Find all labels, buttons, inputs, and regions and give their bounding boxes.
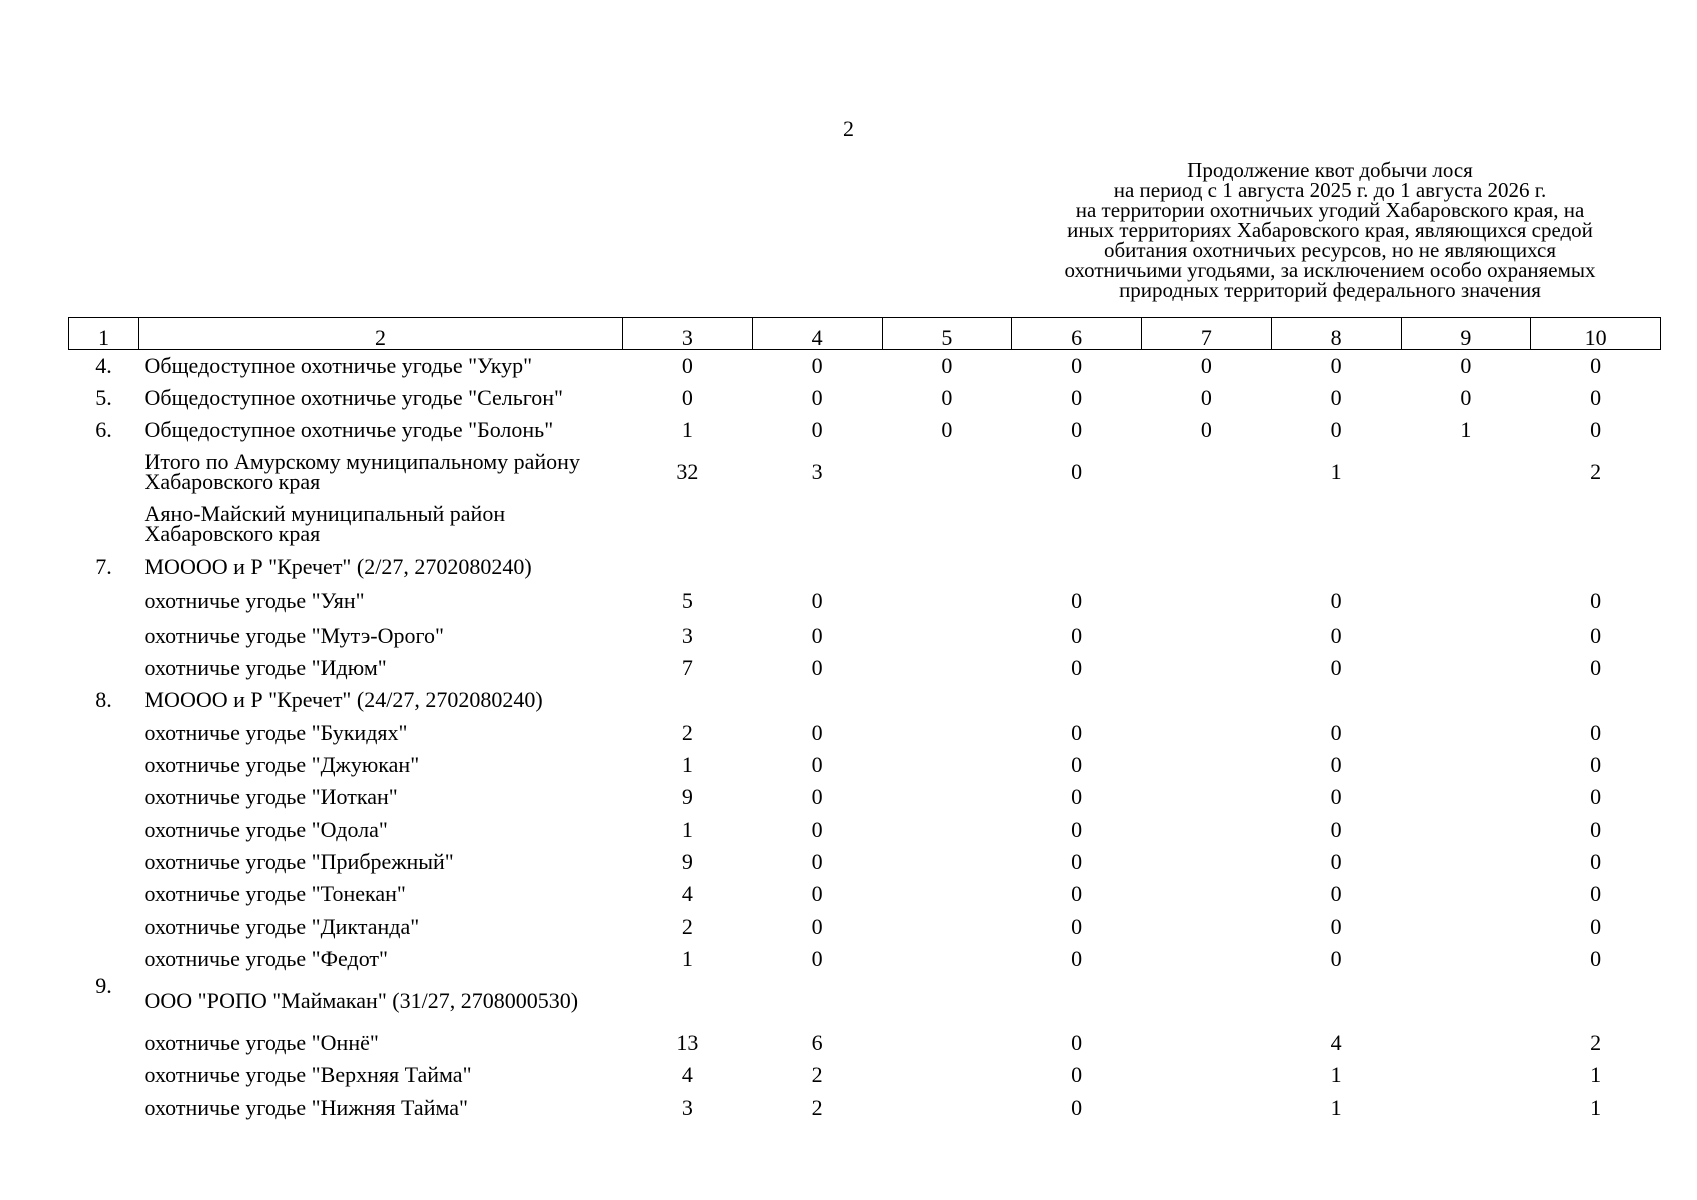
row-number: 5. (95, 384, 112, 410)
row-number (69, 781, 139, 813)
caption-line: Продолжение квот добычи лося (1187, 158, 1473, 182)
column-header: 10 (1531, 318, 1661, 350)
cell-col-3: 1 (681, 752, 693, 778)
table-row (69, 749, 1661, 781)
cell-col-9 (1401, 620, 1531, 652)
cell-col-8: 0 (1330, 784, 1342, 810)
table-body (69, 350, 1661, 1124)
cell-col-8: 1 (1330, 459, 1342, 485)
caption-line: иных территориях Хабаровского края, являющихся средой (1067, 218, 1593, 242)
cell-col-8: 1 (1330, 1062, 1342, 1088)
cell-col-8: 0 (1330, 352, 1342, 378)
row-number: 7. (95, 553, 112, 579)
cell-col-3: 3 (681, 622, 693, 648)
cell-col-3 (623, 684, 753, 716)
cell-col-7: 0 (1200, 352, 1212, 378)
cell-col-4 (752, 550, 882, 582)
caption-line: на территории охотничьих угодий Хабаровского края, на (1075, 198, 1585, 222)
cell-col-4 (752, 975, 882, 1027)
cell-col-7: 0 (1200, 384, 1212, 410)
column-header: 7 (1142, 318, 1272, 350)
column-header: 8 (1271, 318, 1401, 350)
cell-col-5: 0 (941, 352, 953, 378)
cell-col-9 (1401, 446, 1531, 498)
cell-col-10: 0 (1590, 848, 1602, 874)
cell-col-9 (1401, 813, 1531, 845)
cell-col-6: 0 (1071, 1030, 1083, 1056)
cell-col-9 (1401, 583, 1531, 620)
cell-col-3: 1 (681, 417, 693, 443)
caption-line: на период с 1 августа 2025 г. до 1 августа 2026 г. (1113, 178, 1547, 202)
cell-col-9 (1401, 943, 1531, 975)
cell-col-9: 0 (1460, 352, 1472, 378)
cell-col-8: 0 (1330, 655, 1342, 681)
cell-col-7 (1142, 878, 1272, 910)
cell-col-3: 0 (681, 384, 693, 410)
cell-col-10: 0 (1590, 752, 1602, 778)
row-name: Общедоступное охотничье угодье "Укур" (144, 352, 533, 378)
cell-col-7 (1142, 498, 1272, 550)
cell-col-5 (882, 717, 1012, 749)
row-name: охотничье угодье "Джуюкан" (144, 752, 420, 778)
cell-col-7 (1142, 620, 1272, 652)
row-name: МОООО и Р "Кречет" (2/27, 2702080240) (144, 553, 532, 579)
cell-col-10: 0 (1590, 784, 1602, 810)
cell-col-7 (1142, 943, 1272, 975)
cell-col-6 (1012, 975, 1142, 1027)
cell-col-5 (882, 446, 1012, 498)
cell-col-9 (1401, 1059, 1531, 1091)
cell-col-4: 2 (811, 1062, 823, 1088)
cell-col-7 (1142, 1027, 1272, 1059)
cell-col-10: 0 (1590, 655, 1602, 681)
cell-col-6: 0 (1071, 459, 1083, 485)
row-name: Общедоступное охотничье угодье "Сельгон" (144, 384, 564, 410)
cell-col-9 (1401, 652, 1531, 684)
row-number (69, 652, 139, 684)
row-number (69, 446, 139, 498)
column-header: 3 (623, 318, 753, 350)
cell-col-10 (1531, 550, 1661, 582)
cell-col-3: 5 (681, 588, 693, 614)
cell-col-5 (882, 652, 1012, 684)
table-row (69, 414, 1661, 446)
row-name: охотничье угодье "Федот" (144, 945, 389, 971)
column-header: 6 (1012, 318, 1142, 350)
caption-line: обитания охотничьих ресурсов, но не являющихся (1103, 238, 1557, 262)
cell-col-9 (1401, 910, 1531, 942)
cell-col-5 (882, 498, 1012, 550)
row-name: охотничье угодье "Мутэ-Орого" (144, 622, 444, 648)
cell-col-4: 0 (811, 945, 823, 971)
column-header: 5 (882, 318, 1012, 350)
cell-col-8 (1271, 684, 1401, 716)
cell-col-3: 9 (681, 848, 693, 874)
cell-col-5 (882, 878, 1012, 910)
table-row (69, 878, 1661, 910)
cell-col-4: 0 (811, 384, 823, 410)
cell-col-8: 0 (1330, 384, 1342, 410)
cell-col-3: 13 (676, 1030, 699, 1056)
cell-col-4: 0 (811, 655, 823, 681)
row-number: 8. (95, 687, 112, 713)
cell-col-6 (1012, 684, 1142, 716)
header-row (69, 318, 1661, 350)
cell-col-7 (1142, 652, 1272, 684)
cell-col-5 (882, 749, 1012, 781)
row-name: ООО "РОПО "Маймакан" (31/27, 2708000530) (144, 987, 579, 1013)
cell-col-3: 32 (676, 459, 699, 485)
cell-col-10: 0 (1590, 816, 1602, 842)
cell-col-4: 0 (811, 622, 823, 648)
caption-line: охотничьими угодьями, за исключением особо охраняемых (1064, 258, 1596, 282)
row-number (69, 1027, 139, 1059)
cell-col-4: 3 (811, 459, 823, 485)
table-row (69, 943, 1661, 975)
row-name: охотничье угодье "Диктанда" (144, 913, 420, 939)
table-row (69, 684, 1661, 716)
cell-col-10: 0 (1590, 622, 1602, 648)
cell-col-5: 0 (941, 417, 953, 443)
cell-col-7: 0 (1200, 417, 1212, 443)
cell-col-8 (1271, 498, 1401, 550)
row-number (69, 943, 139, 975)
cell-col-8: 0 (1330, 588, 1342, 614)
row-number: 4. (95, 352, 112, 378)
cell-col-3 (623, 498, 753, 550)
cell-col-7 (1142, 781, 1272, 813)
row-number (69, 717, 139, 749)
cell-col-8 (1271, 550, 1401, 582)
cell-col-10: 0 (1590, 881, 1602, 907)
cell-col-10: 0 (1590, 588, 1602, 614)
row-name: Общедоступное охотничье угодье "Болонь" (144, 417, 554, 443)
row-number (69, 813, 139, 845)
table-row (69, 1059, 1661, 1091)
cell-col-5 (882, 943, 1012, 975)
cell-col-4: 0 (811, 913, 823, 939)
cell-col-6: 0 (1071, 352, 1083, 378)
cell-col-10 (1531, 684, 1661, 716)
cell-col-8: 0 (1330, 945, 1342, 971)
row-name: охотничье угодье "Нижняя Тайма" (144, 1094, 468, 1120)
cell-col-9 (1401, 550, 1531, 582)
cell-col-6: 0 (1071, 588, 1083, 614)
cell-col-9: 1 (1460, 417, 1472, 443)
cell-col-10: 0 (1590, 913, 1602, 939)
cell-col-4: 0 (811, 784, 823, 810)
cell-col-5 (882, 684, 1012, 716)
cell-col-4 (752, 684, 882, 716)
cell-col-8: 0 (1330, 848, 1342, 874)
table-row (69, 846, 1661, 878)
cell-col-3: 0 (681, 352, 693, 378)
cell-col-6: 0 (1071, 622, 1083, 648)
cell-col-6: 0 (1071, 719, 1083, 745)
row-number (69, 878, 139, 910)
row-name: охотничье угодье "Тонекан" (144, 881, 406, 907)
cell-col-8: 0 (1330, 622, 1342, 648)
cell-col-3: 1 (681, 816, 693, 842)
cell-col-7 (1142, 910, 1272, 942)
cell-col-10: 0 (1590, 417, 1602, 443)
row-name: охотничье угодье "Иоткан" (144, 784, 398, 810)
cell-col-4: 0 (811, 719, 823, 745)
caption-line: природных территорий федерального значения (1119, 278, 1541, 302)
table-row (69, 550, 1661, 582)
row-number (69, 749, 139, 781)
cell-col-7 (1142, 446, 1272, 498)
cell-col-4: 6 (811, 1030, 823, 1056)
cell-col-4: 0 (811, 588, 823, 614)
cell-col-8: 0 (1330, 417, 1342, 443)
cell-col-6: 0 (1071, 784, 1083, 810)
row-name: охотничье угодье "Верхняя Тайма" (144, 1062, 472, 1088)
cell-col-8: 1 (1330, 1094, 1342, 1120)
cell-col-10 (1531, 975, 1661, 1027)
cell-col-6: 0 (1071, 417, 1083, 443)
cell-col-9 (1401, 1027, 1531, 1059)
cell-col-8: 0 (1330, 752, 1342, 778)
cell-col-5 (882, 846, 1012, 878)
cell-col-5 (882, 975, 1012, 1027)
row-name: охотничье угодье "Идюм" (144, 655, 387, 681)
cell-col-8: 0 (1330, 816, 1342, 842)
cell-col-7 (1142, 684, 1272, 716)
cell-col-8: 4 (1330, 1030, 1342, 1056)
cell-col-3 (623, 975, 753, 1027)
table-row (69, 975, 1661, 1027)
table-row (69, 446, 1661, 498)
cell-col-6 (1012, 550, 1142, 582)
cell-col-7 (1142, 1059, 1272, 1091)
cell-col-6: 0 (1071, 848, 1083, 874)
table-row (69, 781, 1661, 813)
cell-col-5: 0 (941, 384, 953, 410)
cell-col-4: 0 (811, 417, 823, 443)
row-number (69, 498, 139, 550)
row-number (69, 910, 139, 942)
cell-col-5 (882, 583, 1012, 620)
cell-col-6: 0 (1071, 881, 1083, 907)
cell-col-6: 0 (1071, 752, 1083, 778)
cell-col-9 (1401, 846, 1531, 878)
cell-col-6: 0 (1071, 945, 1083, 971)
quota-table (68, 317, 1661, 1124)
cell-col-9 (1401, 781, 1531, 813)
cell-col-6 (1012, 498, 1142, 550)
cell-col-10: 0 (1590, 384, 1602, 410)
row-name: Аяно-Майский муниципальный район Хабаровского края (144, 501, 506, 547)
cell-col-9 (1401, 717, 1531, 749)
cell-col-3: 9 (681, 784, 693, 810)
table-row (69, 717, 1661, 749)
column-header: 4 (752, 318, 882, 350)
table-caption (1010, 160, 1650, 300)
cell-col-10 (1531, 498, 1661, 550)
cell-col-5 (882, 1059, 1012, 1091)
cell-col-9 (1401, 749, 1531, 781)
table-row (69, 583, 1661, 620)
row-name: охотничье угодье "Уян" (144, 588, 365, 614)
table-row (69, 382, 1661, 414)
cell-col-8: 0 (1330, 913, 1342, 939)
cell-col-3: 4 (681, 881, 693, 907)
cell-col-6: 0 (1071, 816, 1083, 842)
cell-col-5 (882, 781, 1012, 813)
cell-col-7 (1142, 975, 1272, 1027)
cell-col-7 (1142, 846, 1272, 878)
cell-col-5 (882, 813, 1012, 845)
cell-col-5 (882, 1092, 1012, 1124)
cell-col-10: 2 (1590, 1030, 1602, 1056)
cell-col-3: 7 (681, 655, 693, 681)
cell-col-3: 3 (681, 1094, 693, 1120)
cell-col-9 (1401, 975, 1531, 1027)
cell-col-9 (1401, 684, 1531, 716)
table-row (69, 910, 1661, 942)
cell-col-4: 0 (811, 881, 823, 907)
row-number (69, 1092, 139, 1124)
row-number (69, 583, 139, 620)
row-name: Итого по Амурскому муниципальному районy Хабаровского края (144, 449, 580, 495)
column-header: 9 (1401, 318, 1531, 350)
cell-col-4: 0 (811, 352, 823, 378)
cell-col-5 (882, 550, 1012, 582)
cell-col-7 (1142, 749, 1272, 781)
cell-col-8: 0 (1330, 881, 1342, 907)
row-name: МОООО и Р "Кречет" (24/27, 2702080240) (144, 687, 543, 713)
cell-col-8: 0 (1330, 719, 1342, 745)
cell-col-4: 0 (811, 848, 823, 874)
cell-col-9 (1401, 878, 1531, 910)
cell-col-3 (623, 550, 753, 582)
row-name: охотничье угодье "Букидях" (144, 719, 408, 745)
cell-col-10: 1 (1590, 1062, 1602, 1088)
cell-col-5 (882, 620, 1012, 652)
cell-col-7 (1142, 813, 1272, 845)
row-number (69, 1059, 139, 1091)
row-name: охотничье угодье "Прибрежный" (144, 848, 454, 874)
cell-col-10: 0 (1590, 945, 1602, 971)
cell-col-9 (1401, 1092, 1531, 1124)
table-row (69, 350, 1661, 382)
cell-col-4: 2 (811, 1094, 823, 1120)
table-row (69, 1027, 1661, 1059)
cell-col-6: 0 (1071, 1094, 1083, 1120)
cell-col-6: 0 (1071, 655, 1083, 681)
cell-col-10: 0 (1590, 719, 1602, 745)
cell-col-4: 0 (811, 752, 823, 778)
cell-col-3: 4 (681, 1062, 693, 1088)
row-name: охотничье угодье "Одола" (144, 816, 388, 842)
cell-col-4 (752, 498, 882, 550)
table-row (69, 813, 1661, 845)
cell-col-4: 0 (811, 816, 823, 842)
cell-col-8 (1271, 975, 1401, 1027)
cell-col-10: 0 (1590, 352, 1602, 378)
cell-col-10: 2 (1590, 459, 1602, 485)
cell-col-9: 0 (1460, 384, 1472, 410)
row-number (69, 620, 139, 652)
column-header: 2 (139, 318, 623, 350)
cell-col-3: 1 (681, 945, 693, 971)
cell-col-6: 0 (1071, 384, 1083, 410)
row-number: 6. (95, 417, 112, 443)
cell-col-5 (882, 910, 1012, 942)
table-row (69, 652, 1661, 684)
cell-col-3: 2 (681, 719, 693, 745)
row-name: охотничье угодье "Оннё" (144, 1030, 379, 1056)
table-row (69, 498, 1661, 550)
row-number (69, 846, 139, 878)
cell-col-7 (1142, 717, 1272, 749)
cell-col-9 (1401, 498, 1531, 550)
page-number: 2 (843, 116, 854, 141)
cell-col-10: 1 (1590, 1094, 1602, 1120)
cell-col-7 (1142, 583, 1272, 620)
cell-col-3: 2 (681, 913, 693, 939)
table-row (69, 1092, 1661, 1124)
column-header: 1 (69, 318, 139, 350)
cell-col-7 (1142, 1092, 1272, 1124)
row-number: 9. (95, 972, 112, 998)
cell-col-5 (882, 1027, 1012, 1059)
cell-col-6: 0 (1071, 913, 1083, 939)
cell-col-7 (1142, 550, 1272, 582)
cell-col-6: 0 (1071, 1062, 1083, 1088)
table-row (69, 620, 1661, 652)
